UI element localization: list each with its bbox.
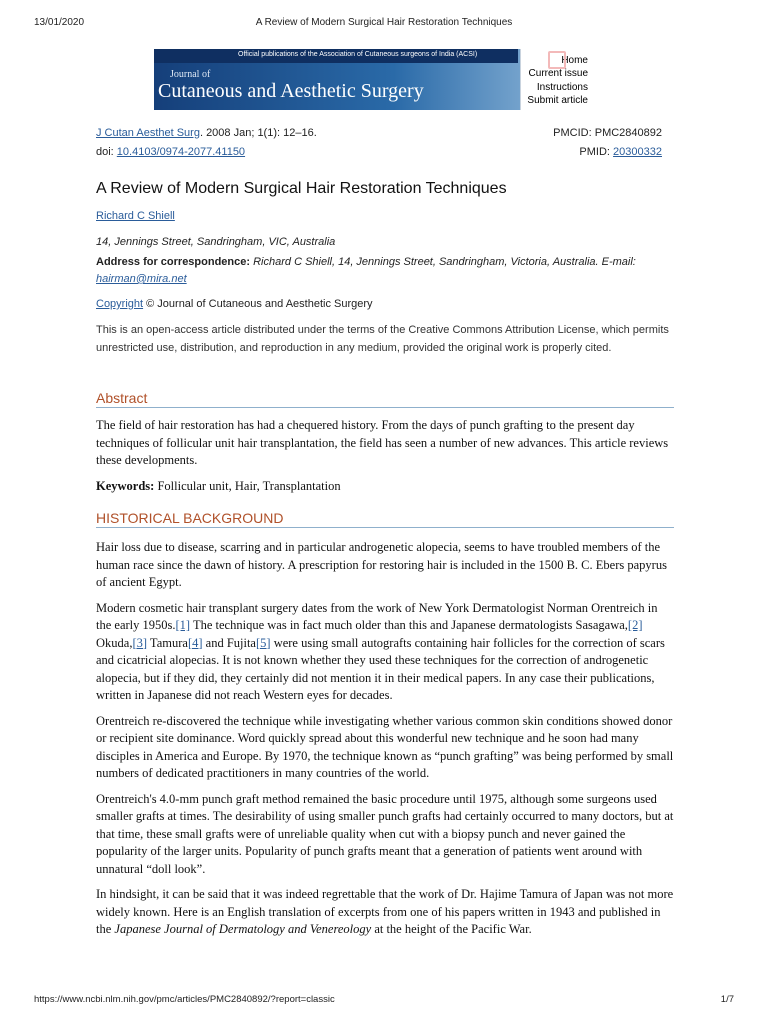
author-affiliation: 14, Jennings Street, Sandringham, VIC, Australia [96, 236, 336, 248]
banner-journal-of: Journal of [170, 69, 211, 80]
p5-journal-title: Japanese Journal of Dermatology and Venereology [114, 922, 372, 936]
correspondence-text: Richard C Shiell, 14, Jennings Street, Sandringham, Victoria, Australia. E-mail: [250, 256, 636, 268]
abstract-body [96, 417, 674, 503]
pmcid: PMCID: PMC2840892 [553, 127, 662, 139]
pmid-link[interactable]: 20300332 [613, 146, 662, 158]
abstract-text: The field of hair restoration has had a chequered history. From the days of punch grafting to the present day techniques of follicular unit hair transplantation, the field has seen a number of new advances. This article reviews these developments. [96, 418, 669, 467]
nav-instructions-link[interactable]: Instructions [536, 81, 588, 93]
print-title: A Review of Modern Surgical Hair Restoration Techniques [255, 17, 513, 28]
historical-paragraph-3: Orentreich re-discovered the technique while investigating whether various common skin conditions showed donor or recipient site dominance. Word quickly spread about this wonderful new technique and he soon had many disciples in America and Europe. By 1970, the technique known as “punch grafting” was being performed by small numbers of dedicated practitioners in many countries of the world. [96, 713, 674, 780]
email-link[interactable]: hairman@mira.net [96, 273, 187, 285]
correspondence-label: Address for correspondence: [96, 256, 251, 268]
p2-text-a: Modern cosmetic hair transplant surgery dates from the work of New York Dermatologist Norman Orentreich in the early 1950s. [96, 600, 658, 632]
historical-paragraph-1: Hair loss due to disease, scarring and in particular androgenetic alopecia, seems to have troubled members of the human race since the dawn of history. A prescription for restoring hair is included in the 1500 B. C. Ebers papyrus of ancient Egypt. [96, 540, 667, 589]
doi-link[interactable]: 10.4103/0974-2077.41150 [116, 146, 246, 158]
p5-text-a: In hindsight, it can be said that it was indeed regrettable that the work of Dr. Hajime Tamura of Japan was not more widely known. Here is an English translation of excerpts from one of his papers written in 1943 and published in the [96, 887, 674, 936]
article-title: A Review of Modern Surgical Hair Restoration Techniques [96, 180, 507, 197]
correspondence [96, 254, 676, 288]
nav-home-link[interactable]: Home [561, 55, 588, 66]
banner-journal-name: Cutaneous and Aesthetic Surgery [158, 80, 424, 102]
acsi-logo-icon [548, 51, 566, 69]
keywords [96, 478, 674, 496]
banner-official-text: Official publications of the Association of Cutaneous surgeons of India (ACSI) [238, 51, 478, 58]
abstract-heading: Abstract [96, 390, 674, 408]
pmid-label: PMID: [579, 146, 614, 158]
keywords-value: Follicular unit, Hair, Transplantation [154, 478, 341, 493]
citation-ref-5[interactable]: [5] [255, 635, 271, 650]
doi-label: doi: [96, 146, 117, 158]
citation-details: . 2008 Jan; 1(1): 12–16. [199, 127, 317, 139]
license-text: This is an open-access article distributed under the terms of the Creative Commons Attribution License, which permits unrestricted use, distribution, and reproduction in any medium, provided the original work is properly cited. [96, 324, 669, 354]
journal-banner [154, 49, 590, 110]
citation-ref-1[interactable]: [1] [175, 618, 191, 632]
historical-body [96, 539, 674, 947]
copyright-link[interactable]: Copyright [96, 298, 144, 310]
p5-text-b: at the height of the Pacific War. [371, 922, 532, 936]
historical-paragraph-4: Orentreich's 4.0-mm punch graft method remained the basic procedure until 1975, although some surgeons used smaller grafts at times. The desirability of using smaller punch grafts had certainly occurred to many doctors, but at that time, these small grafts were of unreliable quality when cut with a biopsy punch and never gained the popularity of the larger units. Popularity of punch grafts meant that a generation of patients went around with unnatural “doll look”. [96, 791, 674, 876]
footer-url: https://www.ncbi.nlm.nih.gov/pmc/articles/PMC2840892/?report=classic [34, 994, 335, 1005]
print-footer [34, 994, 734, 1008]
copyright [96, 298, 373, 310]
print-date: 13/01/2020 [34, 17, 85, 28]
p2-text-d: Tamura [147, 635, 188, 650]
citation-left [96, 127, 317, 139]
historical-paragraph-2 [96, 600, 674, 705]
journal-abbrev-link[interactable]: J Cutan Aesthet Surg [96, 127, 200, 139]
pmid [579, 146, 662, 158]
p2-text-b: The technique was in fact much older than this and Japanese dermatologists Sasagawa, [190, 618, 628, 632]
citation-ref-2[interactable]: [2] [627, 618, 643, 632]
citation-ref-4[interactable]: [4] [187, 635, 203, 650]
p2-text-c: Okuda, [96, 635, 133, 650]
p2-text-f: were using small autografts containing hair follicles for the correction of scars and cicatricial alopecias. It is not known whether they used these techniques for the correction of androgenetic alopecia, but if they did, they certainly did not mention it in their medical papers. In any case their publications, written in Japanese did not reach Western eyes for decades. [96, 635, 665, 702]
copyright-text: © Journal of Cutaneous and Aesthetic Surgery [143, 298, 373, 310]
keywords-label: Keywords: [96, 478, 155, 493]
print-header [34, 17, 734, 31]
historical-paragraph-5 [96, 886, 674, 939]
banner-nav [520, 49, 590, 110]
nav-current-issue-link[interactable]: Current issue [528, 68, 588, 80]
nav-submit-article-link[interactable]: Submit article [527, 95, 588, 107]
p2-text-e: and Fujita [202, 635, 256, 650]
doi [96, 146, 245, 158]
historical-heading: HISTORICAL BACKGROUND [96, 510, 674, 528]
author-link[interactable]: Richard C Shiell [96, 210, 175, 222]
footer-page-number: 1/7 [720, 994, 734, 1005]
citation-ref-3[interactable]: [3] [132, 635, 148, 650]
